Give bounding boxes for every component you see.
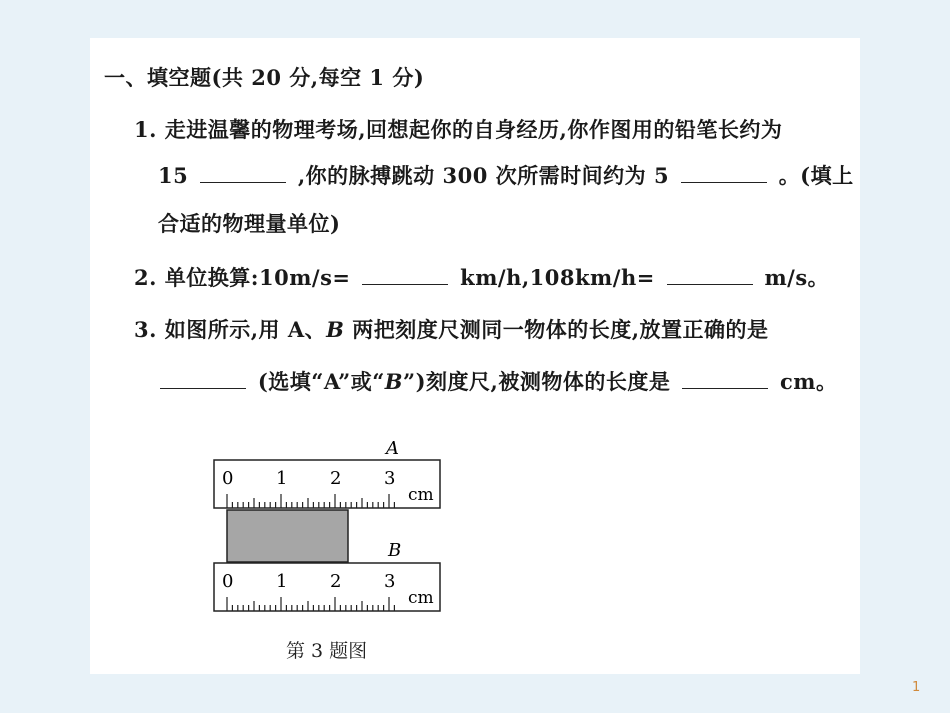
answer-blank-5[interactable] <box>160 368 246 389</box>
q3-label-b: B <box>326 317 345 342</box>
ruler-figure <box>210 432 450 617</box>
question-3-line-1 <box>134 314 769 344</box>
ruler-number: 1 <box>276 468 288 489</box>
q2-text-a: 2. 单位换算:10m/s= <box>134 265 351 290</box>
ruler-a-label: A <box>386 438 399 459</box>
q1-text-middle: ,你的脉搏跳动 300 次所需时间约为 5 <box>297 163 670 188</box>
question-2 <box>134 262 829 292</box>
ruler-number: 0 <box>222 468 234 489</box>
ruler-b-label: B <box>388 540 402 561</box>
ruler-number: 2 <box>330 571 342 592</box>
ruler-number: 3 <box>384 571 396 592</box>
question-3-line-2 <box>156 366 838 396</box>
q3-text-d: (选填“A”或“ <box>257 369 385 394</box>
question-1-line-1: 1. 走进温馨的物理考场,回想起你的自身经历,你作图用的铅笔长约为 <box>134 117 783 142</box>
answer-blank-4[interactable] <box>667 264 753 285</box>
q2-text-b: km/h,108km/h= <box>460 265 655 290</box>
q3-unit: cm。 <box>780 369 838 394</box>
answer-blank-6[interactable] <box>682 368 768 389</box>
answer-blank-1[interactable] <box>200 162 286 183</box>
answer-blank-3[interactable] <box>362 264 448 285</box>
ruler-number: 3 <box>384 468 396 489</box>
q3-text-a: 3. 如图所示,用 A、 <box>134 317 327 342</box>
ruler-b-unit: cm <box>408 588 434 608</box>
ruler-number: 2 <box>330 468 342 489</box>
question-1-line-2 <box>158 160 854 190</box>
q1-text-end: 。(填上 <box>778 163 854 188</box>
q2-text-c: m/s。 <box>764 265 830 290</box>
ruler-a <box>214 460 440 508</box>
q3-label-b2: B <box>384 369 404 394</box>
answer-blank-2[interactable] <box>681 162 767 183</box>
ruler-number: 1 <box>276 571 288 592</box>
measured-object <box>227 510 348 562</box>
ruler-b <box>214 563 440 611</box>
q1-value-15: 15 <box>158 163 189 188</box>
page-number: 1 <box>912 680 921 695</box>
ruler-a-unit: cm <box>408 485 434 505</box>
q3-text-e: ”)刻度尺,被测物体的长度是 <box>403 369 671 394</box>
figure-caption: 第 3 题图 <box>286 640 368 662</box>
q3-text-c: 两把刻度尺测同一物体的长度,放置正确的是 <box>344 317 769 342</box>
ruler-number: 0 <box>222 571 234 592</box>
question-1-line-3: 合适的物理量单位) <box>158 211 341 236</box>
section-title: 一、填空题(共 20 分,每空 1 分) <box>104 65 425 90</box>
